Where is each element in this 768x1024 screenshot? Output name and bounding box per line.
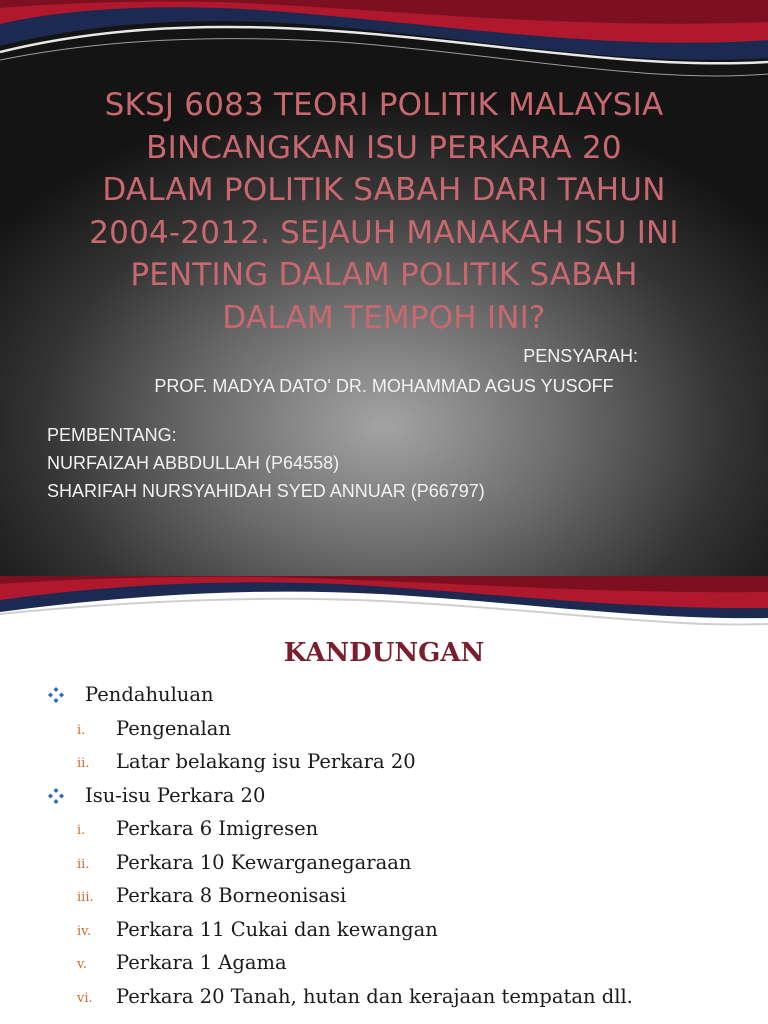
item-text: Perkara 6 Imigresen	[116, 817, 319, 840]
title-line: DALAM TEMPOH INI?	[222, 299, 546, 336]
item-text: Pengenalan	[116, 716, 231, 740]
four-diamond-bullet-icon	[48, 788, 64, 804]
item-text: Perkara 1 Agama	[116, 951, 287, 974]
list-item	[48, 851, 758, 885]
contents-title: KANDUNGAN	[283, 638, 485, 668]
title-line: SKSJ 6083 TEORI POLITIK MALAYSIA	[104, 87, 664, 123]
item-text: Perkara 10 Kewarganegaraan	[116, 850, 412, 874]
list-item	[48, 817, 758, 851]
roman-numeral: v.	[77, 957, 87, 972]
list-item	[48, 951, 758, 985]
presenters-block	[47, 421, 485, 505]
item-text: Perkara 8 Borneonisasi	[116, 884, 347, 907]
list-item	[48, 717, 758, 751]
presenters-label: PEMBENTANG:	[47, 425, 177, 445]
list-item	[48, 918, 758, 952]
item-text: Latar belakang isu Perkara 20	[116, 750, 416, 773]
lecturer-name: PROF. MADYA DATO' DR. MOHAMMAD AGUS YUSOFF	[154, 376, 614, 396]
roman-numeral: ii.	[77, 856, 90, 872]
section-heading: Isu-isu Perkara 20	[85, 783, 266, 807]
title-line: BINCANGKAN ISU PERKARA 20	[146, 129, 622, 166]
section-heading: Pendahuluan	[85, 683, 214, 706]
roman-numeral: i.	[77, 722, 86, 738]
list-item	[48, 683, 758, 717]
roman-numeral: vi.	[77, 990, 93, 1006]
list-item	[48, 784, 758, 818]
list-item	[48, 985, 758, 1019]
four-diamond-bullet-icon	[48, 687, 64, 703]
contents-list	[48, 683, 758, 1018]
title-line: 2004-2012. SEJAUH MANAKAH ISU INI	[89, 214, 679, 251]
roman-numeral: ii.	[77, 756, 90, 771]
item-text: Perkara 11 Cukai dan kewangan	[116, 917, 438, 941]
presenter-name: SHARIFAH NURSYAHIDAH SYED ANNUAR (P66797)	[47, 481, 485, 501]
roman-numeral: iii.	[77, 890, 94, 905]
list-item	[48, 750, 758, 784]
title-line: PENTING DALAM POLITIK SABAH	[130, 257, 638, 293]
presenter-name: NURFAIZAH ABBDULLAH (P64558)	[47, 453, 340, 473]
contents-slide	[0, 576, 768, 1024]
roman-numeral: iv.	[77, 923, 92, 939]
slide-title	[40, 84, 728, 339]
item-text: Perkara 20 Tanah, hutan dan kerajaan tempatan dll.	[116, 984, 633, 1008]
list-item	[48, 884, 758, 918]
roman-numeral: i.	[77, 823, 86, 838]
lecturer-label: PENSYARAH:	[523, 346, 638, 366]
title-line: DALAM POLITIK SABAH DARI TAHUN	[102, 172, 666, 208]
